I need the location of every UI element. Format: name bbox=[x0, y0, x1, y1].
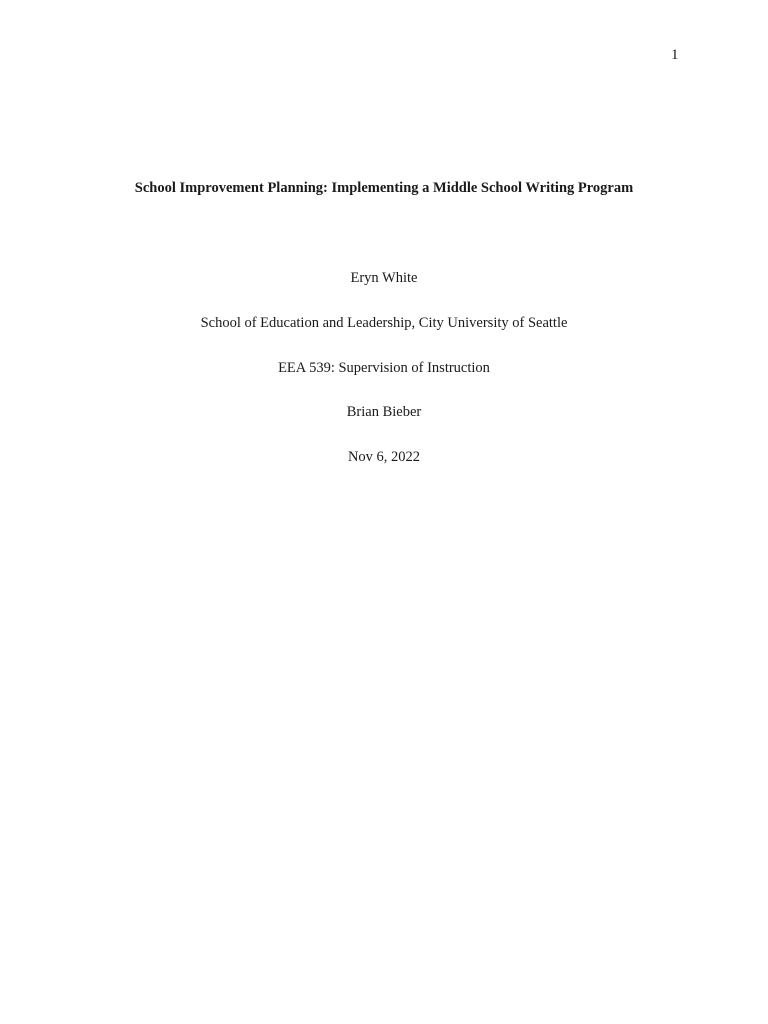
instructor-name: Brian Bieber bbox=[346, 404, 422, 420]
course-name: EEA 539: Supervision of Instruction bbox=[278, 360, 490, 376]
page-number: 1 bbox=[671, 47, 679, 63]
paper-title: School Improvement Planning: Implementing a Middle School Writing Program bbox=[134, 180, 634, 196]
author-affiliation: School of Education and Leadership, City University of Seattle bbox=[200, 315, 568, 331]
author-name: Eryn White bbox=[350, 270, 418, 286]
due-date: Nov 6, 2022 bbox=[347, 449, 421, 465]
